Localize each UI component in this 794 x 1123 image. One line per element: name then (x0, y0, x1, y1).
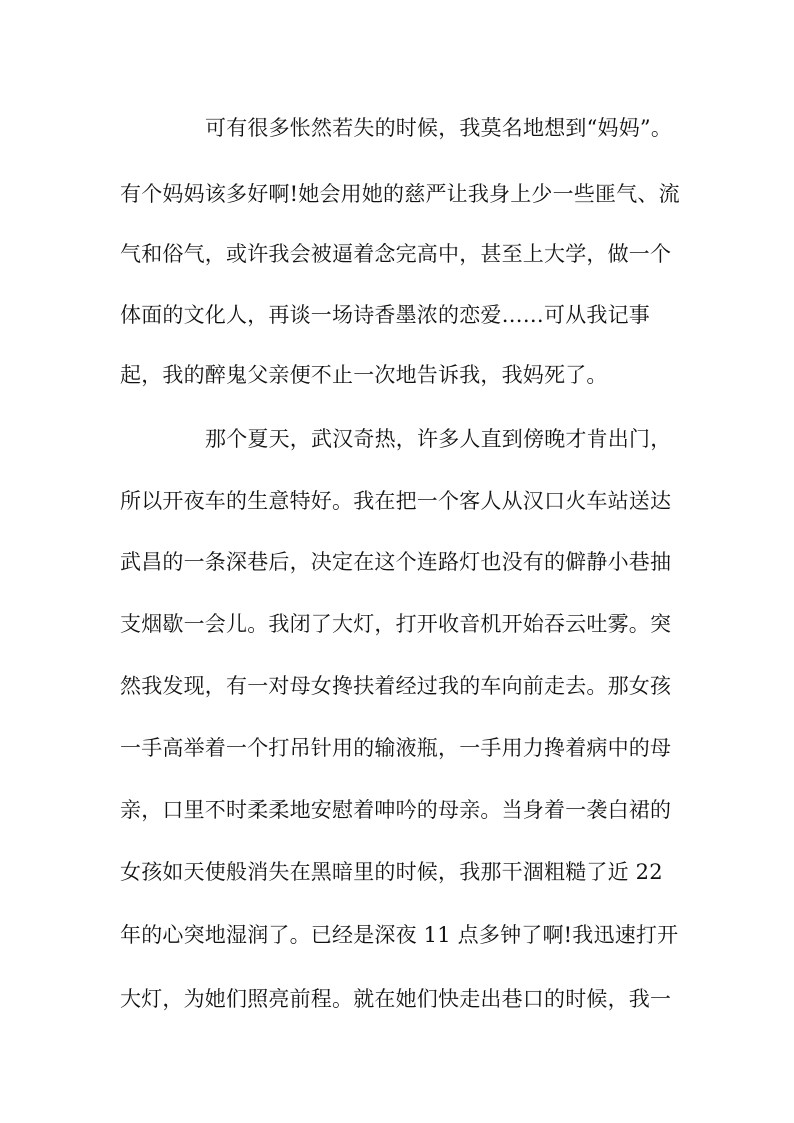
paragraph-2-line-6: 一手高举着一个打吊针用的输液瓶，一手用力搀着病中的母 (120, 736, 672, 760)
paragraph-2-line-9: 年的心突地湿润了。已经是深夜 11 点多钟了啊!我迅速打开 (120, 923, 679, 947)
paragraph-1-line-4: 体面的文化人，再谈一场诗香墨浓的恋爱……可从我记事 (120, 303, 650, 327)
paragraph-2-line-7: 亲，口里不时柔柔地安慰着呻吟的母亲。当身着一袭白裙的 (120, 798, 672, 822)
paragraph-2-line-10: 大灯，为她们照亮前程。就在她们快走出巷口的时候，我一 (120, 987, 672, 1011)
paragraph-2-line-5: 然我发现，有一对母女搀扶着经过我的车向前走去。那女孩 (120, 674, 672, 698)
paragraph-1-line-5: 起，我的醉鬼父亲便不止一次地告诉我，我妈死了。 (120, 363, 608, 387)
paragraph-2-line-1: 那个夏天，武汉奇热，许多人直到傍晚才肯出门， (205, 427, 672, 451)
paragraph-2-line-3: 武昌的一条深巷后，决定在这个连路灯也没有的僻静小巷抽 (120, 550, 672, 574)
paragraph-1-line-2: 有个妈妈该多好啊!她会用她的慈严让我身上少一些匪气、流 (120, 182, 680, 206)
paragraph-2-line-8: 女孩如天使般消失在黑暗里的时候，我那干涸粗糙了近 22 (120, 860, 663, 884)
paragraph-1-line-3: 气和俗气，或许我会被逼着念完高中，甚至上大学，做一个 (120, 242, 672, 266)
paragraph-1-line-1: 可有很多怅然若失的时候，我莫名地想到“妈妈”。 (205, 116, 673, 140)
paragraph-2-line-2: 所以开夜车的生意特好。我在把一个客人从汉口火车站送达 (120, 489, 672, 513)
paragraph-2-line-4: 支烟歇一会儿。我闭了大灯，打开收音机开始吞云吐雾。突 (120, 612, 672, 636)
